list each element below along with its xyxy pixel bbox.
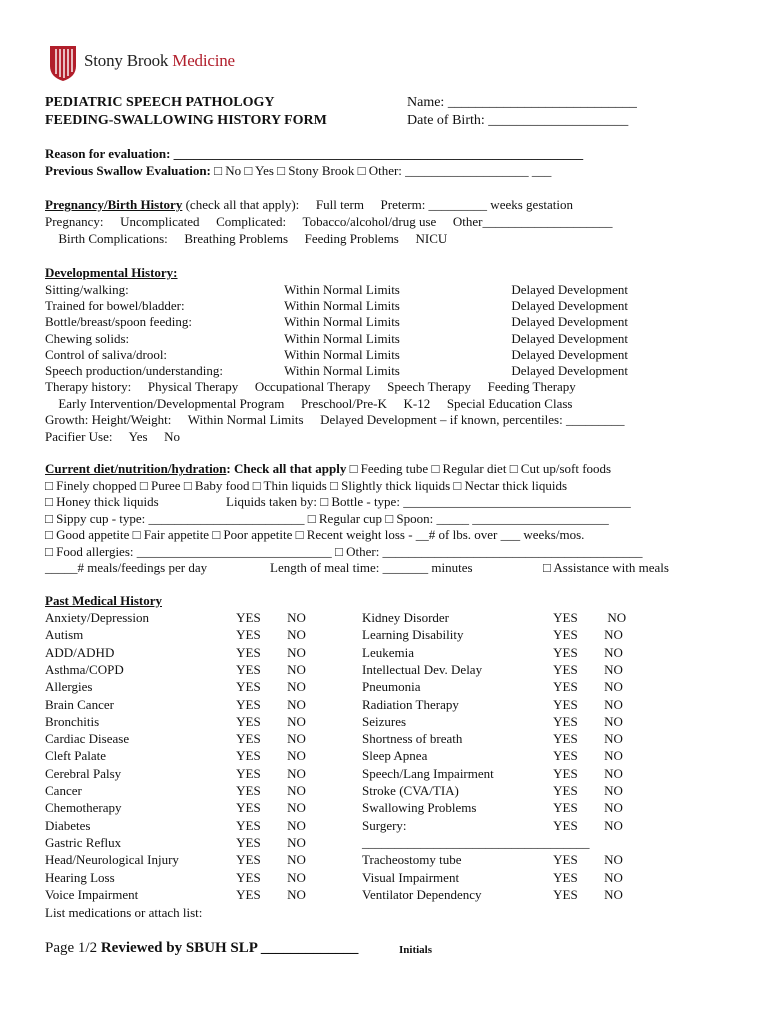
medical-condition-label: Cerebral Palsy <box>45 765 122 781</box>
medical-condition-label: Cancer <box>45 783 82 798</box>
medical-condition-label: Visual Impairment <box>362 869 460 885</box>
medical-no-checkbox[interactable]:  NO <box>277 852 306 868</box>
medical-condition-label: Autism <box>45 627 84 643</box>
medical-yes-checkbox[interactable]:  YES <box>226 817 261 833</box>
medical-no-checkbox[interactable]:  NO <box>277 869 306 885</box>
developmental-heading: Developmental History: <box>45 265 178 280</box>
medical-yes-checkbox[interactable]:  YES <box>226 731 261 747</box>
dev-row-delayed-development[interactable]:   Delayed Development <box>498 314 628 330</box>
reviewed-by[interactable]: Reviewed by SBUH SLP _____________ <box>97 940 359 956</box>
medical-no-checkbox[interactable]:  NO <box>277 817 306 833</box>
medical-yes-checkbox[interactable]:  YES <box>543 852 578 868</box>
dev-row-delayed-development[interactable]:   Delayed Development <box>498 330 628 346</box>
medical-yes-checkbox[interactable]:  YES <box>543 661 578 677</box>
form-title-line1: PEDIATRIC SPEECH PATHOLOGY <box>45 95 275 110</box>
medical-yes-checkbox[interactable]:  YES <box>543 713 578 729</box>
medical-no-checkbox[interactable]:  NO <box>594 644 623 660</box>
medical-condition-label: Intellectual Dev. Delay <box>362 661 483 677</box>
brand-wordmark <box>84 50 235 72</box>
medical-condition-label: Bronchitis <box>45 713 100 729</box>
medical-condition-label: Surgery: <box>362 817 407 833</box>
medical-no-checkbox[interactable]:  NO <box>277 783 306 798</box>
dev-row-label: Speech production/understanding: <box>45 363 223 378</box>
medical-yes-checkbox[interactable]:  YES <box>226 869 261 885</box>
medical-yes-checkbox[interactable]:  YES <box>226 748 261 764</box>
diet-heading-rest: : Check all that apply <box>226 461 347 476</box>
dev-row-label: Control of saliva/drool: <box>45 346 168 362</box>
pregnancy-heading: Pregnancy/Birth History <box>45 197 183 212</box>
medical-yes-checkbox[interactable]:  YES <box>226 834 261 850</box>
medical-no-checkbox[interactable]:  NO <box>594 852 623 868</box>
medical-no-checkbox[interactable]:  NO <box>277 627 306 643</box>
medical-yes-checkbox[interactable]:  YES <box>543 610 578 625</box>
diet-line1 <box>45 461 611 477</box>
dev-row-within-normal-limits[interactable]:   Within Normal Limits <box>271 346 400 362</box>
brand-name: Stony Brook <box>84 51 169 70</box>
diet-line3a[interactable]: □ Honey thick liquids <box>45 494 159 509</box>
medical-yes-checkbox[interactable]:  YES <box>543 765 578 781</box>
medical-yes-checkbox[interactable]:  YES <box>543 800 578 816</box>
medical-no-checkbox[interactable]:  NO <box>277 886 306 902</box>
medical-condition-label: Gastric Reflux <box>45 834 122 850</box>
medical-yes-checkbox[interactable]:  YES <box>543 731 578 747</box>
medical-no-checkbox[interactable]:  NO <box>594 713 623 729</box>
medical-no-checkbox[interactable]:  NO <box>594 869 623 885</box>
dev-row-within-normal-limits[interactable]:   Within Normal Limits <box>271 314 400 330</box>
previous-swallow-label: Previous Swallow Evaluation: <box>45 163 211 178</box>
medical-yes-checkbox[interactable]:  YES <box>543 886 578 902</box>
medical-yes-checkbox[interactable]:  YES <box>226 800 261 816</box>
meal-length[interactable]: Length of meal time: _______ minutes <box>270 560 473 575</box>
dev-row-label: Trained for bowel/bladder: <box>45 298 185 314</box>
medical-no-checkbox[interactable]:  NO <box>277 661 306 677</box>
dev-row-delayed-development[interactable]:   Delayed Development <box>498 298 628 314</box>
diet-line3b[interactable]: Liquids taken by: □ Bottle - type: ___________________________________ <box>226 494 631 509</box>
medical-no-checkbox[interactable]:  NO <box>277 644 306 660</box>
medical-no-checkbox[interactable]:  NO <box>594 800 623 816</box>
medical-no-checkbox[interactable]:  NO <box>594 783 623 798</box>
medical-condition-label: Head/Neurological Injury <box>45 852 179 868</box>
dev-row-within-normal-limits[interactable]:   Within Normal Limits <box>271 298 400 314</box>
meals-per-day[interactable]: _____# meals/feedings per day <box>45 560 208 575</box>
pregnancy-line2[interactable]: Pregnancy:   Uncomplicated   Complicated:   Tobacco/alcohol/drug use   Other____________________ <box>45 214 613 229</box>
growth-line[interactable]: Growth: Height/Weight:   Within Normal Limits   Delayed Development – if known, percentiles: _________ <box>45 412 625 427</box>
medical-yes-checkbox[interactable]:  YES <box>226 644 261 660</box>
medical-heading: Past Medical History <box>45 593 162 608</box>
footer <box>45 939 358 957</box>
brand-medicine: Medicine <box>172 51 235 70</box>
medical-no-checkbox[interactable]:  NO <box>277 696 306 712</box>
medical-yes-checkbox[interactable]:  YES <box>226 627 261 643</box>
medical-no-checkbox[interactable]:  NO <box>594 817 623 833</box>
dev-row-label: Bottle/breast/spoon feeding: <box>45 314 192 330</box>
medical-yes-checkbox[interactable]:  YES <box>226 610 261 625</box>
medical-condition-label: Anxiety/Depression <box>45 610 149 625</box>
medical-yes-checkbox[interactable]:  YES <box>543 817 578 833</box>
medical-condition-label: Seizures <box>362 713 407 729</box>
medical-condition-label: Sleep Apnea <box>362 748 428 764</box>
diet-line6[interactable]: □ Food allergies: ______________________________ □ Other: ________________________________________ <box>45 544 643 559</box>
medical-yes-checkbox[interactable]:  YES <box>543 869 578 885</box>
medical-yes-checkbox[interactable]:  YES <box>543 627 578 643</box>
diet-line5[interactable]: □ Good appetite □ Fair appetite □ Poor appetite □ Recent weight loss - __# of lbs. over ___ weeks/mos. <box>45 527 585 542</box>
medical-no-checkbox[interactable]:  NO <box>594 748 623 764</box>
medical-yes-checkbox[interactable]:  YES <box>226 679 261 695</box>
therapy-history[interactable]: Therapy history:   Physical Therapy   Occupational Therapy   Speech Therapy   Feeding Therapy <box>45 379 576 394</box>
dev-row-delayed-development[interactable]:   Delayed Development <box>498 363 628 378</box>
medical-no-checkbox[interactable]:  NO <box>277 748 306 764</box>
dev-row-delayed-development[interactable]:   Delayed Development <box>498 346 628 362</box>
medical-condition-label: Cleft Palate <box>45 748 107 764</box>
medical-yes-checkbox[interactable]:  YES <box>543 644 578 660</box>
pregnancy-line3[interactable]:   Birth Complications:   Breathing Problems   Feeding Problems   NICU <box>45 231 448 246</box>
medical-condition-label: Pneumonia <box>362 679 421 695</box>
medical-condition-label: Tracheostomy tube <box>362 852 462 868</box>
previous-swallow-options[interactable]: □ No □ Yes □ Stony Brook □ Other: ___________________ ___ <box>214 163 552 178</box>
medical-condition-label: Chemotherapy <box>45 800 122 816</box>
medical-condition-label: Asthma/COPD <box>45 661 124 677</box>
dev-row-delayed-development[interactable]:   Delayed Development <box>498 282 628 297</box>
medical-yes-checkbox[interactable]:  YES <box>226 713 261 729</box>
medical-no-checkbox[interactable]:  NO <box>277 834 306 850</box>
page-number: Page 1/2 <box>45 940 98 956</box>
medical-condition-label: Cardiac Disease <box>45 731 130 747</box>
reason-field[interactable]: Reason for evaluation: _______________________________________________________________ <box>45 146 584 161</box>
name-field[interactable]: Name: ___________________________ <box>407 95 637 110</box>
diet-line1-options[interactable]: □ Feeding tube □ Regular diet □ Cut up/soft foods <box>346 461 612 476</box>
medical-no-checkbox[interactable]:  NO <box>594 886 623 902</box>
medical-yes-checkbox[interactable]:  YES <box>226 661 261 677</box>
initials-label: Initials <box>399 944 433 956</box>
assistance-with-meals[interactable]: □ Assistance with meals <box>543 560 669 575</box>
medical-condition-label: Diabetes <box>45 817 91 833</box>
medical-no-checkbox[interactable]:  NO <box>277 610 306 625</box>
medical-no-checkbox[interactable]:  NO <box>277 679 306 695</box>
diet-line2[interactable]: □ Finely chopped □ Puree □ Baby food □ Thin liquids □ Slightly thick liquids □ Nectar thick liquids <box>45 478 568 493</box>
medical-condition-label: Voice Impairment <box>45 886 139 902</box>
medical-condition-label: Shortness of breath <box>362 731 463 747</box>
medical-no-checkbox[interactable]:  NO <box>277 731 306 747</box>
medical-no-checkbox[interactable]:  NO <box>594 627 623 643</box>
medical-no-checkbox[interactable]:  NO <box>277 800 306 816</box>
medications-line[interactable]: List medications or attach list: <box>45 905 203 920</box>
medical-no-checkbox[interactable]:  NO <box>594 765 623 781</box>
form-title-line2: FEEDING-SWALLOWING HISTORY FORM <box>45 113 327 128</box>
medical-no-checkbox[interactable]:  NO <box>594 696 623 712</box>
dev-row-label: Chewing solids: <box>45 330 130 346</box>
medical-no-checkbox[interactable]:  NO <box>594 731 623 747</box>
medical-yes-checkbox[interactable]:  YES <box>543 748 578 764</box>
medical-yes-checkbox[interactable]:  YES <box>543 679 578 695</box>
medical-no-checkbox[interactable]:  NO <box>277 713 306 729</box>
pregnancy-line1 <box>45 197 573 213</box>
medical-condition-label: Brain Cancer <box>45 696 114 712</box>
medical-no-checkbox[interactable]:   NO <box>594 610 627 625</box>
medical-condition-label: Swallowing Problems <box>362 800 477 816</box>
medical-condition-label: Learning Disability <box>362 627 464 643</box>
medical-condition-label: ___________________________________ <box>362 834 590 850</box>
medical-no-checkbox[interactable]:  NO <box>594 661 623 677</box>
medical-condition-label: Allergies <box>45 679 93 695</box>
medical-condition-label: Leukemia <box>362 644 414 660</box>
medical-yes-checkbox[interactable]:  YES <box>226 852 261 868</box>
dev-row-within-normal-limits[interactable]:   Within Normal Limits <box>271 330 400 346</box>
dev-row-within-normal-limits[interactable]:   Within Normal Limits <box>271 282 400 297</box>
medical-yes-checkbox[interactable]:  YES <box>226 783 261 798</box>
medical-condition-label: Kidney Disorder <box>362 610 450 625</box>
medical-condition-label: Speech/Lang Impairment <box>362 765 494 781</box>
medical-condition-label: ADD/ADHD <box>45 644 115 660</box>
medical-yes-checkbox[interactable]:  YES <box>226 886 261 902</box>
dev-row-label: Sitting/walking: <box>45 282 129 297</box>
medical-yes-checkbox[interactable]:  YES <box>226 696 261 712</box>
medical-yes-checkbox[interactable]:  YES <box>543 696 578 712</box>
dob-field[interactable]: Date of Birth: ____________________ <box>407 113 629 128</box>
medical-no-checkbox[interactable]:  NO <box>594 679 623 695</box>
medical-no-checkbox[interactable]:  NO <box>277 765 306 781</box>
pregnancy-line1-options[interactable]: (check all that apply):   Full term   Preterm: _________ weeks gestation <box>182 197 573 212</box>
medical-yes-checkbox[interactable]:  YES <box>543 783 578 798</box>
medical-condition-label: Radiation Therapy <box>362 696 459 712</box>
diet-line4[interactable]: □ Sippy cup - type: ________________________ □ Regular cup □ Spoon: _____ _____________________ <box>45 511 609 526</box>
medical-yes-checkbox[interactable]:  YES <box>226 765 261 781</box>
dev-row-within-normal-limits[interactable]:   Within Normal Limits <box>271 363 400 378</box>
medical-condition-label: Stroke (CVA/TIA) <box>362 783 459 798</box>
diet-heading: Current diet/nutrition/hydration <box>45 461 227 476</box>
medical-condition-label: Ventilator Dependency <box>362 886 482 902</box>
pacifier-line[interactable]: Pacifier Use:   Yes   No <box>45 429 181 444</box>
medical-condition-label: Hearing Loss <box>45 869 115 885</box>
stony-brook-shield-logo <box>47 44 79 82</box>
previous-swallow-eval <box>45 163 551 179</box>
early-intervention[interactable]:   Early Intervention/Developmental Program   Preschool/Pre-K   K-12   Special Education Class <box>45 396 573 411</box>
